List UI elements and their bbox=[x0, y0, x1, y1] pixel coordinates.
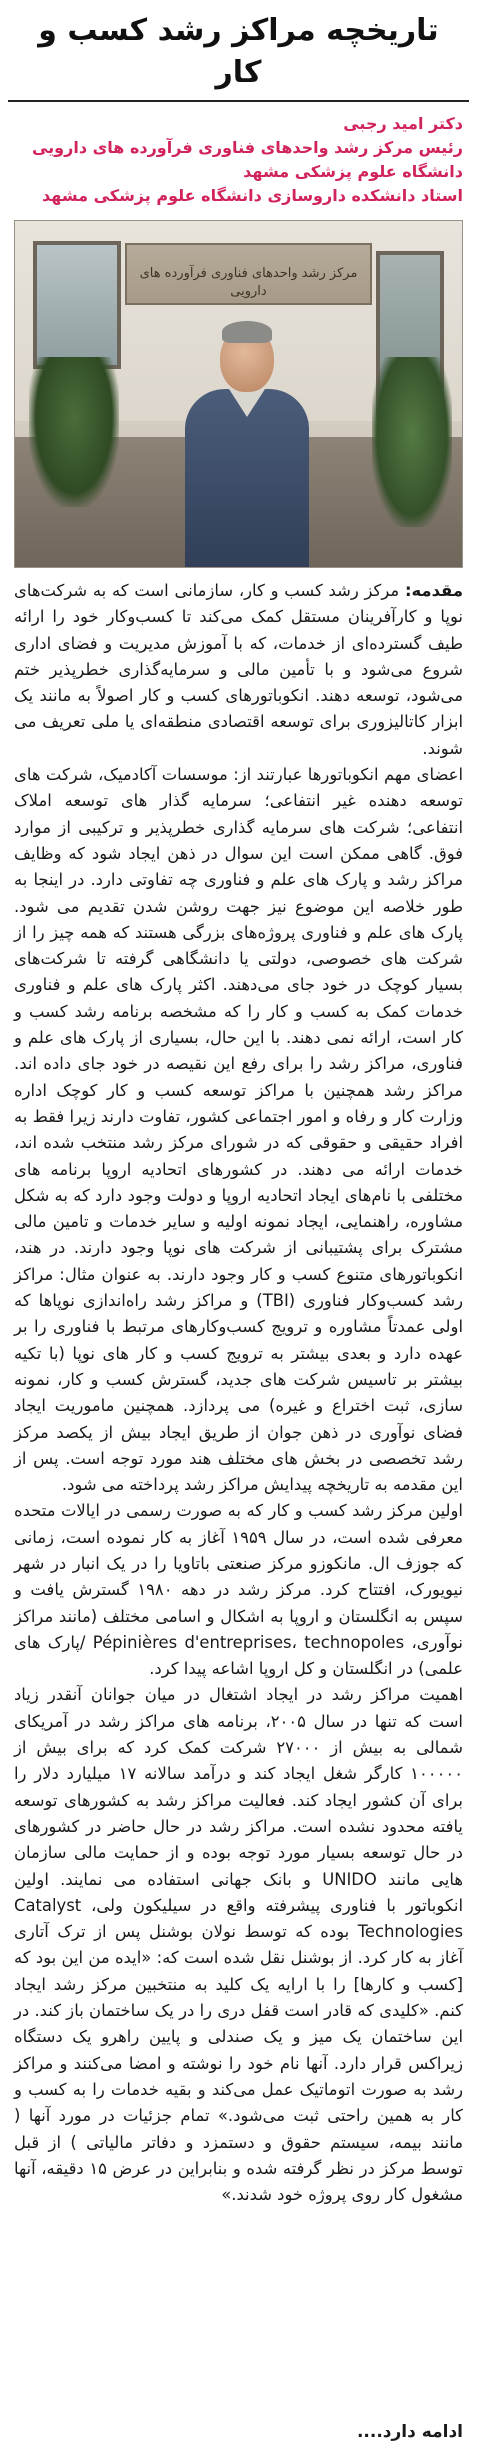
body-paragraph-4: اهمیت مراکز رشد در ایجاد اشتغال در میان جوانان آنقدر زیاد است که تنها در سال ۲۰۰۵، برنامه های مراکز رشد در آمریکای شمالی به بیش از ۲۷۰۰۰ شرکت کمک کرد که برای بیش از ۱۰۰۰۰۰ کارگر شغل ایجاد کند و درآمد سالانه ۱۷ میلیارد دلار را برای آن کشور ایجاد کند. فعالیت مراکز رشد به کشورهای توسعه یافته محدود نشده است. مراکز رشد در حال حاضر در کشورهای در حال توسعه بسیار مورد توجه بوده و از حمایت مالی سازمان هایی مانند UNIDO و بانک جهانی استفاده می نمایند. اولین انکوباتور با فناوری پیشرفته واقع در سیلیکون ولی، Catalyst Technologies بوده که توسط نولان بوشنل پس از ترک آتاری آغاز به کار کرد. از بوشنل نقل شده است که: «ایده من این بود که [کسب و کارها] را با ارایه یک کلید به منتخبین مرکز رشد ایجاد کنم. «کلیدی که قادر است قفل دری را در یک ساختمان باز کند. در این ساختمان یک میز و یک صندلی و پایین راهرو یک دستگاه زیراکس قرار دارد. آنها نام خود را نوشته و امضا می‌کنند و مراکز رشد به صورت اتوماتیک عمل می‌کند و بقیه خدمات را به کسب و کار به همین راحتی ثبت می‌شود.» تمام جزئیات در مورد آنها ( مانند بیمه، سیستم حقوق و دستمزد و دفاتر مالیاتی ) از قبل توسط مرکز در نظر گرفته شده و بنابراین در عرض ۱۵ دقیقه، آنها مشغول کار روی پروژه خود شدند.» bbox=[14, 1685, 464, 2205]
body-paragraph-intro bbox=[14, 578, 463, 762]
photo-person-hair bbox=[222, 321, 272, 343]
body-paragraph-3: اولین مرکز رشد کسب و کار که به صورت رسمی در ایالات متحده معرفی شده است، در سال ۱۹۵۹ آغاز به کار نموده است، زمانی که جوزف ال. مانکوزو مرکز صنعتی باتاویا را در یک انبار در شهر نیویورک، افتتاح کرد. مرکز رشد در دهه ۱۹۸۰ گسترش یافت و سپس به انگلستان و اروپا به اشکال و اسامی مختلف (مانند مراکز نوآوری، Pépinières d'entreprises، technopoles /پارک های علمی) در انگلستان و کل اروپا اشاعه پیدا کرد. bbox=[14, 1501, 463, 1679]
author-name: دکتر امید رجبی bbox=[343, 114, 463, 133]
continued-label: ادامه دارد.... bbox=[356, 2422, 463, 2442]
photo-plant-left bbox=[29, 357, 119, 507]
photo-plant-right bbox=[372, 357, 452, 527]
body-paragraph-2: اعضای مهم انکوباتورها عبارتند از: موسسات آکادمیک، شرکت های توسعه دهنده غیر انتفاعی؛ سرمایه گذار های توسعه املاک انتفاعی؛ شرکت های سرمایه گذاری خطرپذیر و ترکیبی از موارد فوق. گاهی ممکن است این سوال در ذهن ایجاد شود که وظایف مراکز رشد و پارک های علم و فناوری چه تفاوتی دارد. در اینجا به طور خلاصه این موضوع نیز جهت روشن شدن تقدیم می شود. پارک های علم و فناوری پروژه‌های بزرگی هستند که همه چیز را از شرکت های خصوصی، دولتی یا دانشگاهی گرفته تا شرکت‌های بسیار کوچک در خود جای می‌دهند. اکثر پارک های علم و فناوری خدمات کمک به کسب و کار را که مشخصه برنامه رشد کسب و کار است، ارائه نمی دهند. با این حال، بسیاری از پارک های علم و فناوری، مراکز رشد را برای رفع این نقیصه در خود جای داده اند. مراکز رشد همچنین با مراکز توسعه کسب و کار کوچک اداره وزارت کار و رفاه و امور اجتماعی کشور، تفاوت دارند زیرا فقط به افراد حقیقی و حقوقی که در شورای مرکز رشد منتخب شده اند، خدمات ارائه می دهند. در کشورهای اتحادیه اروپا برنامه های مختلفی با نام‌های ایجاد اتحادیه اروپا و دولت وجود دارد که به شکل مشاوره، راهنمایی، ایجاد نمونه اولیه و سایر خدمات و تامین مالی مشترک برای پشتیبانی از شرکت های نوپا وجود دارند. در هند، انکوباتورهای متنوع کسب و کار وجود دارند. به عنوان مثال: مراکز رشد کسب‌وکار فناوری (TBI) و مراکز رشد راه‌اندازی نوپاها که اولی عمدتاً مشاوره و ترویج کسب‌وکارهای مرتبط با فناوری را بر عهده دارد و بعدی بیشتر به ترویج کسب و کار های نوپا (با تکیه بیشتر بر تاسیس شرکت های جدید، گسترش کسب و کار، نمونه سازی، ثبت اختراع و غیره) می پردازد. همچنین ماموریت ایجاد فضای نوآوری در ذهن جوان از طریق ایجاد بیش از یکصد مرکز رشد تخصصی در بخش های مختلف هند مورد توجه است. پس از این مقدمه به تاریخچه پیدایش مراکز رشد پرداخته می شود. bbox=[14, 765, 464, 1495]
intro-label: مقدمه: bbox=[404, 581, 463, 600]
author-role-line-3: استاد دانشکده داروسازی دانشگاه علوم پزشکی مشهد bbox=[42, 186, 463, 205]
author-photo bbox=[14, 220, 463, 568]
photo-building-sign: مرکز رشد واحدهای فناوری فرآورده های دارویی bbox=[125, 243, 372, 305]
author-byline bbox=[14, 112, 463, 208]
author-role-line-2: دانشگاه علوم پزشکی مشهد bbox=[243, 162, 463, 181]
author-role-line-1: رئیس مرکز رشد واحدهای فناوری فرآورده های دارویی bbox=[31, 138, 463, 157]
intro-text: مرکز رشد کسب و کار، سازمانی است که به شرکت‌های نوپا و کارآفرینان مستقل کمک می‌کند تا کسب‌وکار خود را ارائه طیف گسترده‌ای از خدمات، که با آموزش مدیریت و فضای اداری شروع می‌شود و با تأمین مالی و سرمایه‌گذاری خطرپذیر ختم می‌شود، توسعه دهند. انکوباتورهای کسب و کار اصولاً به مانند یک ابزار کاتالیزوری برای توسعه اقتصادی منطقه‌ای یا ملی تعریف می شوند. bbox=[14, 581, 463, 758]
photo-window-left bbox=[33, 241, 121, 369]
article-title: تاریخچه مراکز رشد کسب و کار bbox=[8, 4, 469, 102]
article-body bbox=[14, 578, 463, 2208]
